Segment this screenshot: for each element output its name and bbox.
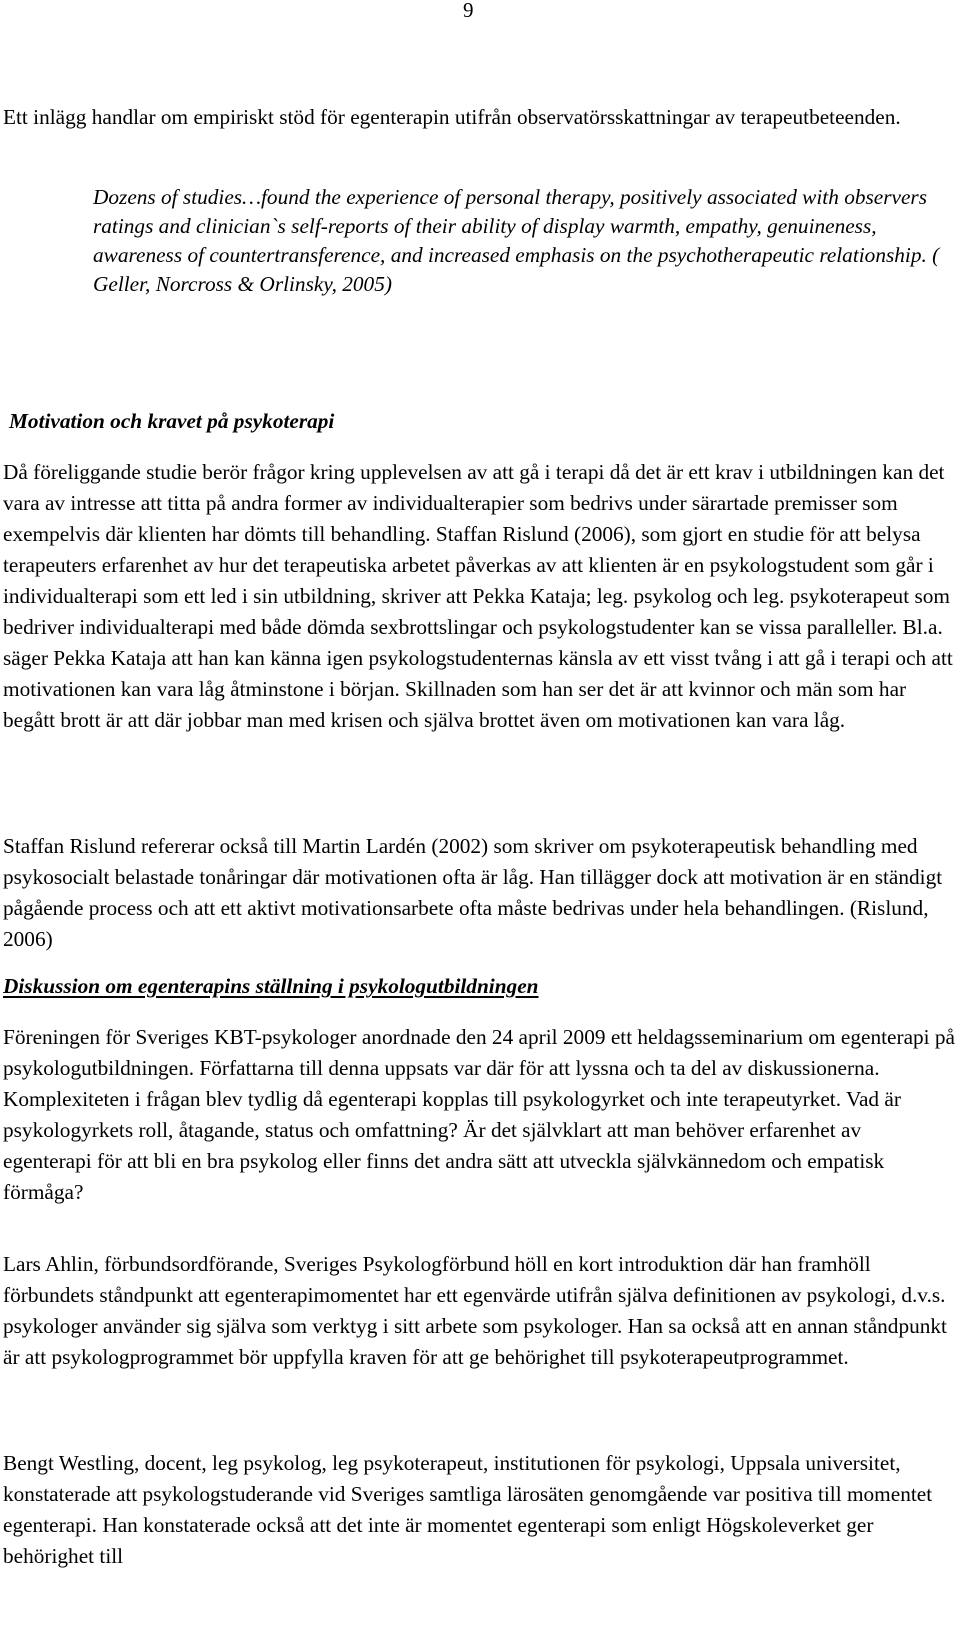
discussion-heading: Diskussion om egenterapins ställning i psykologutbildningen — [3, 974, 539, 998]
block-quote — [93, 183, 953, 299]
motivation-paragraph-2: Staffan Rislund refererar också till Martin Lardén (2002) som skriver om psykoterapeutisk behandling med psykosocialt belastade tonåringar där motivationen ofta är låg. Han tillägger dock att motivation är en ständigt pågående process och att ett aktivt motivationsarbete ofta måste bedrivas under hela behandlingen. (Rislund, 2006) — [3, 834, 943, 951]
discussion-paragraph-2: Lars Ahlin, förbundsordförande, Sveriges Psykologförbund höll en kort introduktion där han framhöll förbundets ståndpunkt att egenterapimomentet har ett egenvärde utifrån själva definitionen av psykologi, d.v.s. psykologer använder sig själva som verktyg i sitt arbete som psykologer. Han sa också att en annan ståndpunkt är att psykologprogrammet bör uppfylla kraven för att ge behörighet till psykoterapeutprogrammet. — [3, 1252, 947, 1369]
quote-citation: ( Geller, Norcross & Orlinsky, 2005) — [93, 243, 940, 296]
page-number: 9 — [463, 0, 474, 22]
quote-text: Dozens of studies…found the experience of personal therapy, positively associated with observers ratings and clinician`s self-reports of their ability of display warmth, empathy, genuineness, awareness of countertransference, and increased emphasis on the psychotherapeutic relationship. — [93, 185, 927, 267]
intro-paragraph: Ett inlägg handlar om empiriskt stöd för egenterapin utifrån observatörsskattningar av terapeutbeteenden. — [3, 105, 901, 129]
motivation-heading: Motivation och kravet på psykoterapi — [9, 409, 335, 433]
discussion-paragraph-1: Föreningen för Sveriges KBT-psykologer anordnade den 24 april 2009 ett heldagsseminarium om egenterapi på psykologutbildningen. Författarna till denna uppsats var där för att lyssna och ta del av diskussionerna. Komplexiteten i frågan blev tydlig då egenterapi kopplas till psykologyrket och inte terapeutyrket. Vad är psykologyrkets roll, åtagande, status och omfattning? Är det självklart att man behöver erfarenhet av egenterapi för att bli en bra psykolog eller finns det andra sätt att utveckla självkännedom och empatisk förmåga? — [3, 1025, 956, 1204]
discussion-paragraph-3: Bengt Westling, docent, leg psykolog, leg psykoterapeut, institutionen för psykologi, Uppsala universitet, konstaterade att psykologstuderande vid Sveriges samtliga lärosäten genomgående var positiva till momentet egenterapi. Han konstaterade också att det inte är momentet egenterapi som enligt Högskoleverket ger behörighet till — [3, 1451, 933, 1568]
motivation-paragraph-1: Då föreliggande studie berör frågor kring upplevelsen av att gå i terapi då det är ett krav i utbildningen kan det vara av intresse att titta på andra former av individualterapier som bedrivs under särartade premisser som exempelvis där klienten har dömts till behandling. Staffan Rislund (2006), som gjort en studie för att belysa terapeuters erfarenhet av hur det terapeutiska arbetet påverkas av att klienten är en psykologstudent som går i individualterapi som ett led i sin utbildning, skriver att Pekka Kataja; leg. psykolog och leg. psykoterapeut som bedriver individualterapi med både dömda sexbrottslingar och psykologstudenter kan se vissa paralleller. Bl.a. säger Pekka Kataja att han kan känna igen psykologstudenternas känsla av ett visst tvång i att gå i terapi och att motivationen kan vara låg åtminstone i början. Skillnaden som han ser det är att kvinnor och män som har begått brott är att där jobbar man med krisen och själva brottet även om motivationen kan vara låg. — [3, 460, 953, 732]
